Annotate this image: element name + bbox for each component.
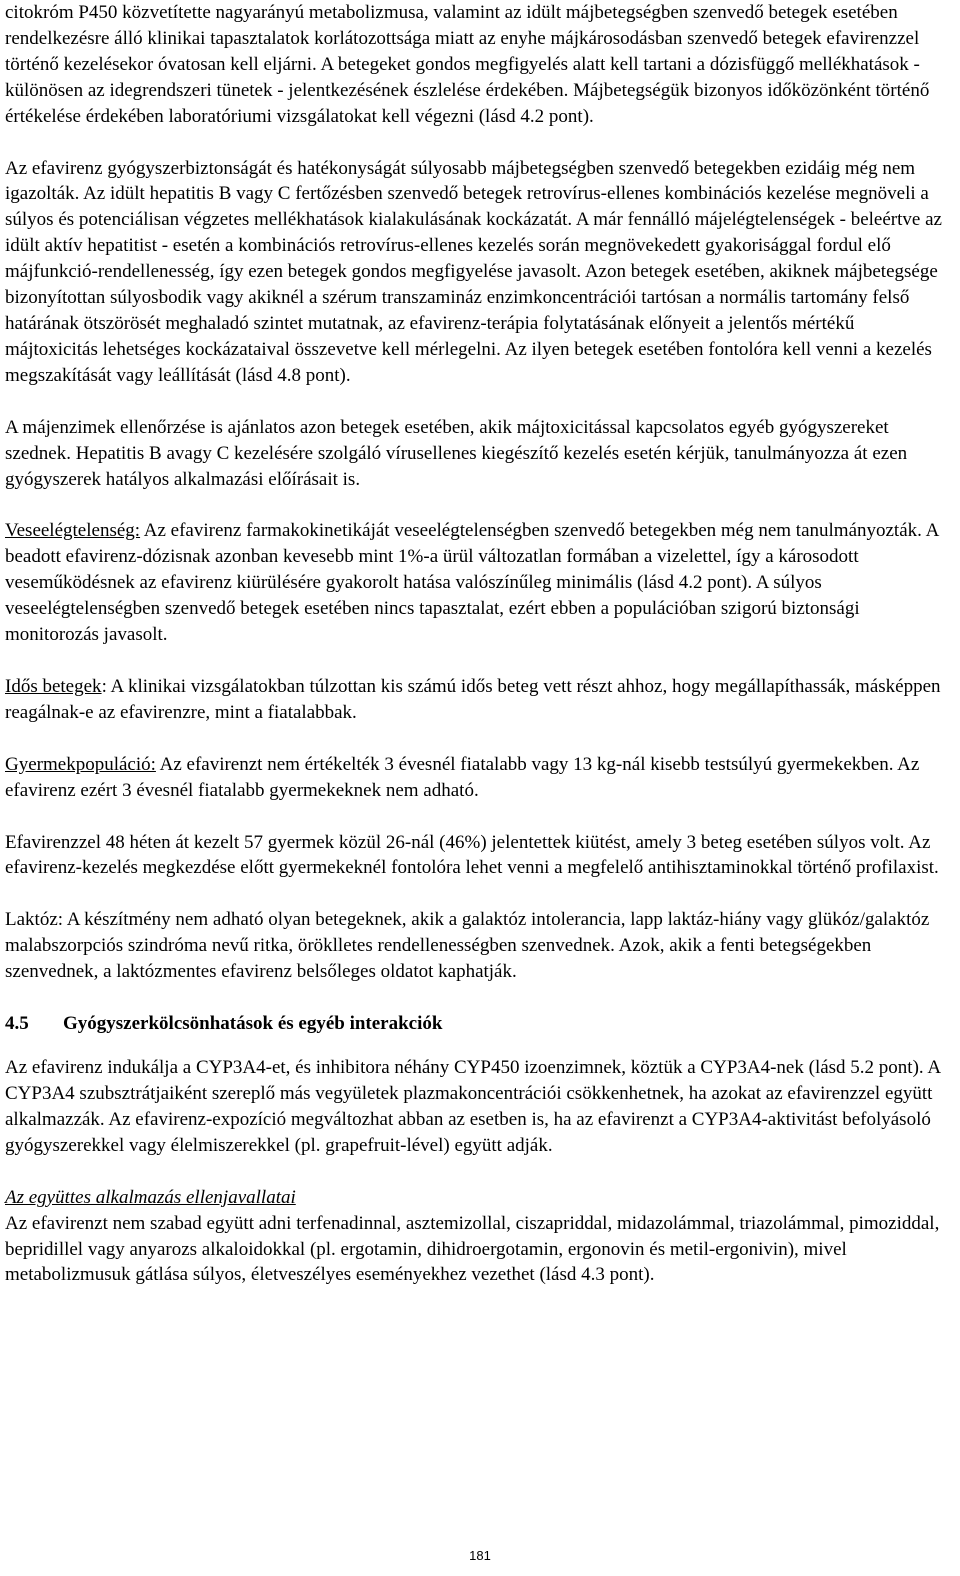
paragraph-liver-enzyme-monitoring: A májenzimek ellenőrzése is ajánlatos azon betegek esetében, akik májtoxicitással kapcsolatos egyéb gyógyszereket szednek. Hepatitis B avagy C kezelésére szolgáló vírusellenes kiegészítő kezelés esetén kérjük, tanulmányozza át ezen gyógyszerek hatályos alkalmazási előírásait is. — [5, 416, 908, 490]
page-number: 181 — [469, 1548, 491, 1563]
paragraph-rash: Efavirenzzel 48 héten át kezelt 57 gyermek közül 26-nál (46%) jelentettek kiütést, amely 3 beteg esetében súlyos volt. Az efavirenz-kezelés megkezdése előtt gyermekeknél fontolóra lehet venni a megfelelő antihisztaminokkal történő profilaxist. — [5, 831, 939, 879]
paragraph-renal-impairment — [5, 518, 951, 648]
paediatric-label: Gyermekpopuláció: — [5, 753, 156, 775]
section-heading — [5, 1011, 951, 1037]
paragraph-contraindications: Az efavirenzt nem szabad együtt adni terfenadinnal, asztemizollal, ciszapriddal, midazolámmal, triazolámmal, pimoziddal, bepridillel vagy anyarozs alkaloidokkal (pl. ergotamin, dihidroergotamin, ergonovin és metil-ergonivin), mivel metabolizmusuk gátlása súlyos, életveszélyes eseményekhez vezethet (lásd 4.3 pont). — [5, 1212, 940, 1286]
paragraph-hepatic-impairment-intro: citokróm P450 közvetítette nagyarányú metabolizmusa, valamint az idült májbetegségben szenvedő betegek esetében rendelkezésre álló klinikai tapasztalatok korlátozottsága miatt az enyhe májkárosodásban szenvedő betegek efavirenzzel történő kezelésekor óvatosan kell eljárni. A betegeket gondos megfigyelés alatt kell tartani a dózisfüggő mellékhatások - különösen az idegrendszeri tünetek - jelentkezésének észlelése érdekében. Májbetegségük bizonyos időközönként történő értékelése érdekében laboratóriumi vizsgálatokat kell végezni (lásd 4.2 pont). — [5, 2, 930, 127]
elderly-label: Idős betegek — [5, 675, 102, 697]
section-title: Gyógyszerkölcsönhatások és egyéb interakciók — [63, 1013, 443, 1035]
contraindications-heading: Az együttes alkalmazás ellenjavallatai — [5, 1186, 296, 1208]
renal-impairment-label: Veseelégtelenség: — [5, 520, 141, 542]
elderly-text: : A klinikai vizsgálatokban túlzottan kis számú idős beteg vett részt ahhoz, hogy megállapíthassák, másképpen reagálnak-e az efavirenzre, mint a fiatalabbak. — [5, 675, 941, 723]
paragraph-severe-liver-disease: Az efavirenz gyógyszerbiztonságát és hatékonyságát súlyosabb májbetegségben szenvedő betegekben ezidáig még nem igazolták. Az idült hepatitis B vagy C fertőzésben szenvedő betegek retrovírus-ellenes kombinációs kezelése megnöveli a súlyos és potenciálisan végzetes mellékhatások kialakulásának kockázatát. A már fennálló májelégtelenségek - beleértve az idült aktív hepatitist - esetén a kombinációs retrovírus-ellenes kezelés során megnövekedett gyakorisággal fordul elő májfunkció-rendellenesség, így ezen betegek gondos megfigyelése javasolt. Azon betegek esetében, akiknek májbetegsége bizonyítottan súlyosbodik vagy akiknél a szérum transzamináz enzimkoncentrációi tartósan a normális tartomány felső határának ötszörösét meghaladó szintet mutatnak, az efavirenz-terápia folytatásának előnyeit a jelentős mértékű májtoxicitás lehetséges kockázataival összevetve kell mérlegelni. Az ilyen betegek esetében fontolóra kell venni a kezelés megszakítását vagy leállítását (lásd 4.8 pont). — [5, 157, 942, 386]
paragraph-cyp3a4: Az efavirenz indukálja a CYP3A4-et, és inhibitora néhány CYP450 izoenzimnek, köztük a CYP3A4-nek (lásd 5.2 pont). A CYP3A4 szubsztrátjaiként szereplő más vegyületek plazmakoncentrációi csökkenhetnek, ha azokat az efavirenzzel együtt alkalmazzák. Az efavirenz-expozíció megváltozhat abban az esetben is, ha az efavirenzt a CYP3A4-aktivitást befolyásoló gyógyszerekkel vagy élelmiszerekkel (pl. grapefruit-lével) együtt adják. — [5, 1057, 941, 1156]
paragraph-elderly — [5, 674, 951, 726]
paediatric-text: Az efavirenzt nem értékelték 3 évesnél fiatalabb vagy 13 kg-nál kisebb testsúlyú gyermekekben. Az efavirenz ezért 3 évesnél fiatalabb gyermekeknek nem adható. — [5, 753, 920, 801]
paragraph-lactose: Laktóz: A készítmény nem adható olyan betegeknek, akik a galaktóz intolerancia, lapp laktáz-hiány vagy glükóz/galaktóz malabszorpciós szindróma nevű ritka, öröklletes rendellenességben szenvednek. Azok, akik a fenti betegségekben szenvednek, a laktózmentes efavirenz belsőleges oldatot kaphatják. — [5, 909, 930, 983]
renal-impairment-text: Az efavirenz farmakokinetikáját veseelégtelenségben szenvedő betegekben még nem tanulmányozták. A beadott efavirenz-dózisnak azonban kevesebb mint 1%-a ürül változatlan formában a vizelettel, így a károsodott veseműködésnek az efavirenz kiürülésére gyakorolt hatása valószínűleg minimális (lásd 4.2 pont). A súlyos veseelégtelenségben szenvedő betegek esetében nincs tapasztalat, ezért ebben a populációban szigorú biztonsági monitorozás javasolt. — [5, 520, 939, 646]
document-page — [5, 0, 951, 1314]
paragraph-paediatric — [5, 752, 951, 804]
section-number: 4.5 — [5, 1013, 29, 1035]
